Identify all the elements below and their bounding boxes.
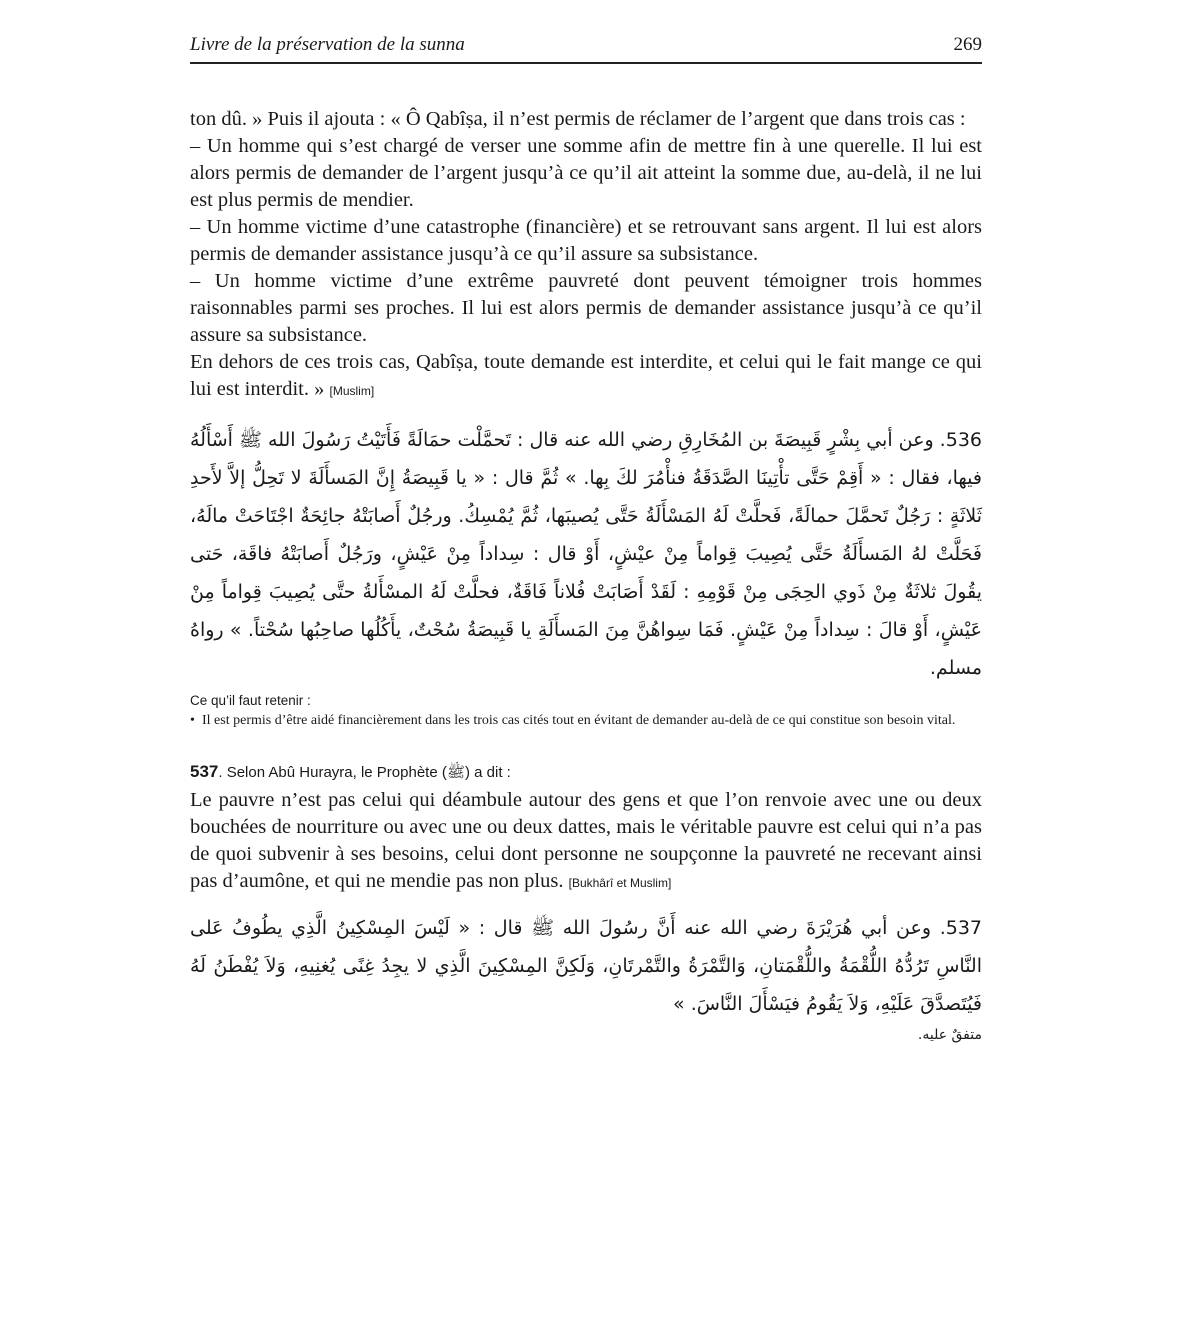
paragraph: ton dû. » Puis il ajouta : « Ô Qabîṣa, il n’est permis de réclamer de l’argent que dans trois cas : (190, 108, 966, 130)
book-page (190, 26, 982, 1043)
paragraph (190, 787, 982, 897)
hadith-number: 537 (190, 762, 219, 781)
page-number: 269 (953, 34, 982, 55)
paragraph: – Un homme victime d’une catastrophe (financière) et se retrouvant sans argent. Il lui est alors permis de demander assistance jusqu’à ce qu’il assure sa subsistance. (190, 216, 982, 265)
paragraph-text: Le pauvre n’est pas celui qui déambule autour des gens et que l’on renvoie avec une ou deux bouchées de nourriture ou avec une ou deux dattes, mais le véritable pauvre est celui qui n’a pas de quoi subvenir à ses besoins, celui dont personne ne soupçonne la pauvreté ne recevant ainsi pas d’aumône, et qui ne mendie pas non plus. (190, 789, 982, 892)
book-title: Livre de la préservation de la sunna (190, 34, 465, 55)
header-rule (190, 62, 982, 64)
bullet-icon: • (190, 713, 195, 728)
arabic-source: متفقٌ عليه. (917, 1027, 982, 1043)
paragraph: – Un homme victime d’une extrême pauvreté dont peuvent témoigner trois hommes raisonnables parmi ses proches. Il lui est alors permis de demander assistance jusqu’à ce qu’il assure sa subsistance. (190, 270, 982, 346)
source-citation: [Bukhârî et Muslim] (568, 876, 672, 890)
retenir-item (190, 711, 982, 730)
paragraph-text: En dehors de ces trois cas, Qabîṣa, toute demande est interdite, et celui qui le fait mange ce qui lui est interdit. » (190, 351, 982, 400)
retenir-text: Il est permis d’être aidé financièrement dans les trois cas cités tout en évitant de demander au-delà de ce qui constitue son besoin vital. (202, 713, 956, 728)
hadith-536-arabic (190, 421, 982, 687)
hadith-intro: . Selon Abû Hurayra, le Prophète (ﷺ) a dit : (218, 764, 511, 781)
source-citation: [Muslim] (329, 384, 375, 398)
hadith-537-translation (190, 787, 982, 897)
paragraph (190, 349, 982, 405)
hadith-537-heading (190, 762, 982, 785)
running-header (190, 26, 982, 56)
arabic-text: 536. وعن أبي بِشْرٍ قَبِيصَةَ بن المُخَارِقِ رضي الله عنه قال : تَحمَّلْت حمَالَةً فَأَتَيْتُ رَسُولَ الله ﷺ أَسْأَلُهُ فيها، فقال : « أَقِمْ حَتَّى تأْتِينَا الصَّدَقَةُ فنأْمُرَ لكَ بِها. » ثُمَّ قال : « يا قَبِيصَةُ إِنَّ المَسأَلَةَ لا تَحِلُّ إلاَّ لأَحدِ ثَلاثَةٍ : رَجُلٌ تَحمَّلَ حمالَةً، فَحلَّتْ لَهُ المَسْأَلَةُ حَتَّى يُصيبَها، ثُمَّ يُمْسِكُ. ورجُلٌ أَصابَتْهُ جائِحَةٌ اجْتَاحَتْ مالَهُ، فَحَلَّتْ لهُ المَسأَلَةُ حَتَّى يُصِيبَ قِواماً مِنْ عيْشٍ، أَوْ قال : سِداداً مِنْ عَيْشٍ، ورَجُلٌ أَصابَتْهُ فاقَة، حَتى يقُولَ ثلاثَةٌ مِنْ ذَوي الحِجَى مِنْ قَوْمِهِ : لَقَدْ أَصَابَتْ فُلاناً فَاقَةٌ، فحلَّتْ لَهُ المسْأَلةُ حتَّى يُصِيبَ قِواماً مِنْ عَيْشٍ، أَوْ قالَ : سِداداً مِنْ عَيْشٍ. فَمَا سِواهُنَّ مِنَ المَسأَلَةِ يا قَبِيصَةُ سُحْتٌ، يأَكُلُها صاحِبُها سُحْتاً. » رواهُ مسلم. (190, 429, 982, 679)
retenir-heading: Ce qu’il faut retenir : (190, 693, 311, 708)
paragraph: – Un homme qui s’est chargé de verser une somme afin de mettre fin à une querelle. Il lui est alors permis de demander de l’argent jusqu’à ce qu’il ait atteint la somme due, au-delà, il ne lui est plus permis de mendier. (190, 135, 982, 211)
hadith-536-translation (190, 106, 982, 405)
hadith-537-arabic (190, 909, 982, 1023)
arabic-text: 537. وعن أبي هُرَيْرَةَ رضي الله عنه أَنَّ رسُولَ الله ﷺ قال : « لَيْسَ المِسْكِينُ الَّذِي يطُوفُ عَلى النَّاسِ تَرُدُّهُ اللُّقْمَةُ واللُّقْمَتانِ، وَالتَّمْرَةُ والتَّمْرتَانِ، وَلَكِنَّ المِسْكِينَ الَّذِي لا يجِدُ غِنًى يُغنِيهِ، وَلاَ يُفْطَنُ لَهُ فَيُتَصدَّقَ عَلَيْهِ، وَلاَ يَقُومُ فيَسْأَلَ النَّاسَ. » (190, 917, 982, 1015)
